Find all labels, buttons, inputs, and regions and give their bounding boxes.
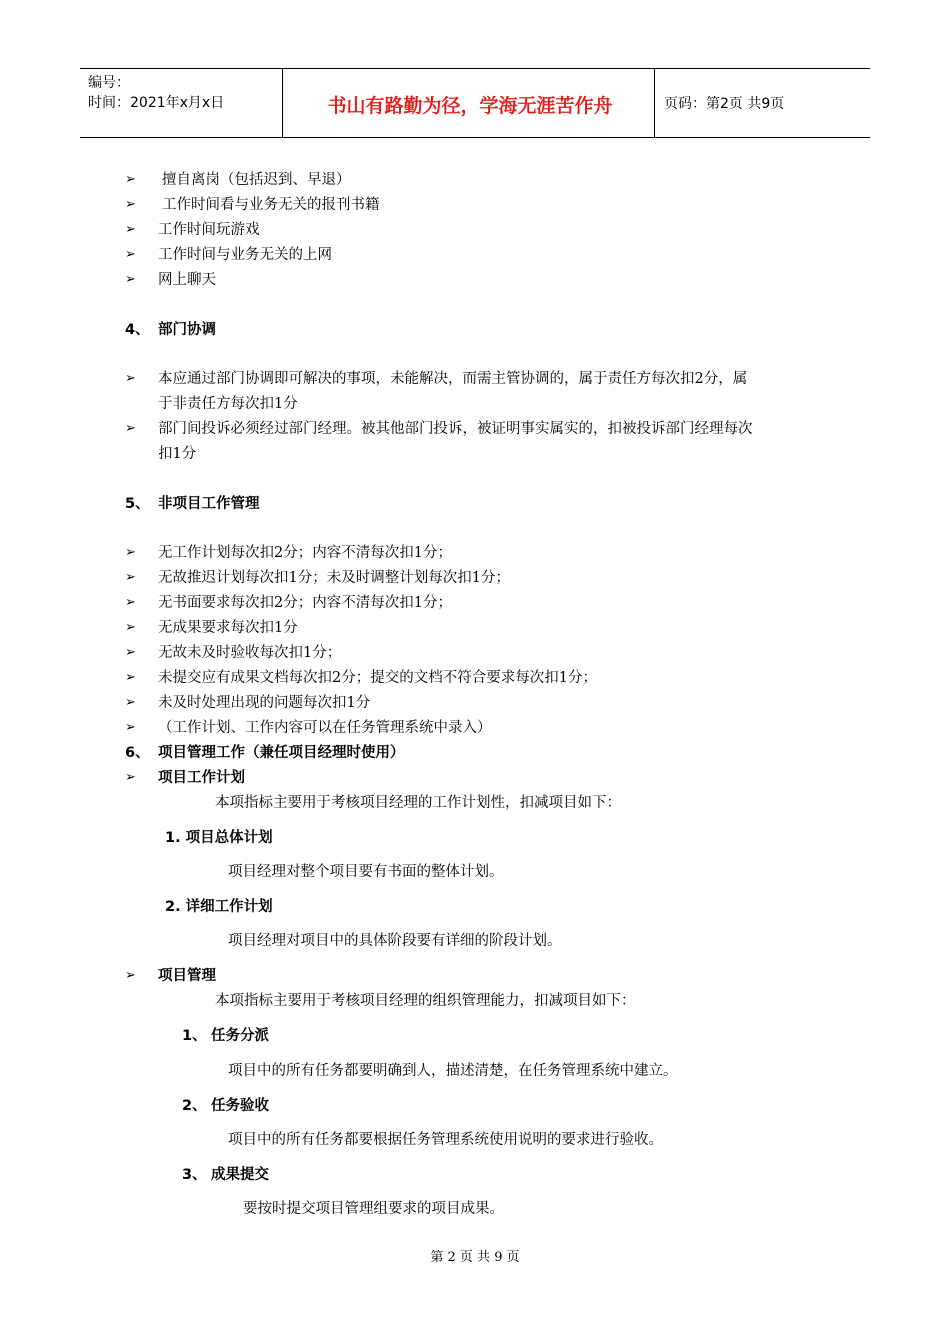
arrowhead-bullet-icon: ➢ xyxy=(125,570,136,585)
list-item: 未及时处理出现的问题每次扣1分 xyxy=(158,695,371,711)
arrowhead-bullet-icon: ➢ xyxy=(125,595,136,610)
paragraph: 要按时提交项目管理组要求的项目成果。 xyxy=(243,1201,504,1217)
header-divider xyxy=(654,69,655,137)
section-heading: 部门协调 xyxy=(158,322,216,338)
list-item: （工作计划、工作内容可以在任务管理系统中录入） xyxy=(158,720,492,736)
arrowhead-bullet-icon: ➢ xyxy=(125,272,136,287)
arrowhead-bullet-icon: ➢ xyxy=(125,545,136,560)
list-item: 工作时间看与业务无关的报刊书籍 xyxy=(162,197,380,213)
header-divider xyxy=(282,69,283,137)
list-item: 工作时间与业务无关的上网 xyxy=(158,247,332,263)
paragraph-line: 部门间投诉必须经过部门经理。被其他部门投诉，被证明事实属实的，扣被投诉部门经理每次 xyxy=(158,421,753,437)
section-heading: 非项目工作管理 xyxy=(158,496,260,512)
paragraph: 项目中的所有任务都要明确到人，描述清楚，在任务管理系统中建立。 xyxy=(228,1063,678,1079)
arrowhead-bullet-icon: ➢ xyxy=(125,172,136,187)
arrowhead-bullet-icon: ➢ xyxy=(125,371,136,386)
arrowhead-bullet-icon: ➢ xyxy=(125,770,136,785)
paragraph: 本项指标主要用于考核项目经理的组织管理能力，扣减项目如下： xyxy=(215,993,636,1009)
arrowhead-bullet-icon: ➢ xyxy=(125,695,136,710)
section-number: 6、 xyxy=(125,745,150,761)
paragraph: 本项指标主要用于考核项目经理的工作计划性，扣减项目如下： xyxy=(215,795,621,811)
section-heading: 项目管理工作（兼任项目经理时使用） xyxy=(158,745,405,761)
arrowhead-bullet-icon: ➢ xyxy=(125,222,136,237)
sub-heading: 成果提交 xyxy=(211,1167,269,1183)
paragraph: 项目经理对项目中的具体阶段要有详细的阶段计划。 xyxy=(228,933,562,949)
paragraph-line: 扣1分 xyxy=(158,446,197,462)
arrowhead-bullet-icon: ➢ xyxy=(125,421,136,436)
paragraph-line: 本应通过部门协调即可解决的事项，未能解决，而需主管协调的，属于责任方每次扣2分，属 xyxy=(158,371,748,387)
list-item: 擅自离岗（包括迟到、早退） xyxy=(162,172,351,188)
arrowhead-bullet-icon: ➢ xyxy=(125,968,136,983)
page-header xyxy=(80,68,870,138)
arrowhead-bullet-icon: ➢ xyxy=(125,720,136,735)
list-item: 无故未及时验收每次扣1分； xyxy=(158,645,342,661)
list-item: 无成果要求每次扣1分 xyxy=(158,620,298,636)
list-item: 无工作计划每次扣2分；内容不清每次扣1分； xyxy=(158,545,452,561)
sub-heading: 任务分派 xyxy=(211,1028,269,1044)
subsection-heading: 项目工作计划 xyxy=(158,770,245,786)
arrowhead-bullet-icon: ➢ xyxy=(125,670,136,685)
subsection-heading: 项目管理 xyxy=(158,968,216,984)
header-left xyxy=(88,73,224,113)
list-item: 无书面要求每次扣2分；内容不清每次扣1分； xyxy=(158,595,452,611)
document-date: 时间：2021年x月x日 xyxy=(88,95,225,111)
sub-heading-number: 3、 xyxy=(182,1167,207,1183)
header-motto: 书山有路勤为径，学海无涯苦作舟 xyxy=(327,95,613,117)
paragraph: 项目经理对整个项目要有书面的整体计划。 xyxy=(228,864,504,880)
paragraph: 项目中的所有任务都要根据任务管理系统使用说明的要求进行验收。 xyxy=(228,1132,663,1148)
arrowhead-bullet-icon: ➢ xyxy=(125,645,136,660)
paragraph-line: 于非责任方每次扣1分 xyxy=(158,396,298,412)
list-item: 无故推迟计划每次扣1分；未及时调整计划每次扣1分； xyxy=(158,570,510,586)
sub-heading-number: 2、 xyxy=(182,1098,207,1114)
section-number: 4、 xyxy=(125,322,150,338)
sub-heading-number: 1、 xyxy=(182,1028,207,1044)
sub-heading: 2. 详细工作计划 xyxy=(165,899,273,915)
sub-heading: 任务验收 xyxy=(211,1098,269,1114)
arrowhead-bullet-icon: ➢ xyxy=(125,620,136,635)
header-page-number: 页码：第2页 共9页 xyxy=(664,96,785,112)
arrowhead-bullet-icon: ➢ xyxy=(125,247,136,262)
sub-heading: 1. 项目总体计划 xyxy=(165,830,273,846)
arrowhead-bullet-icon: ➢ xyxy=(125,197,136,212)
list-item: 工作时间玩游戏 xyxy=(158,222,260,238)
list-item: 未提交应有成果文档每次扣2分；提交的文档不符合要求每次扣1分； xyxy=(158,670,597,686)
section-number: 5、 xyxy=(125,496,150,512)
document-number: 编号： xyxy=(88,75,130,91)
list-item: 网上聊天 xyxy=(158,272,216,288)
page-footer: 第 2 页 共 9 页 xyxy=(430,1250,520,1265)
